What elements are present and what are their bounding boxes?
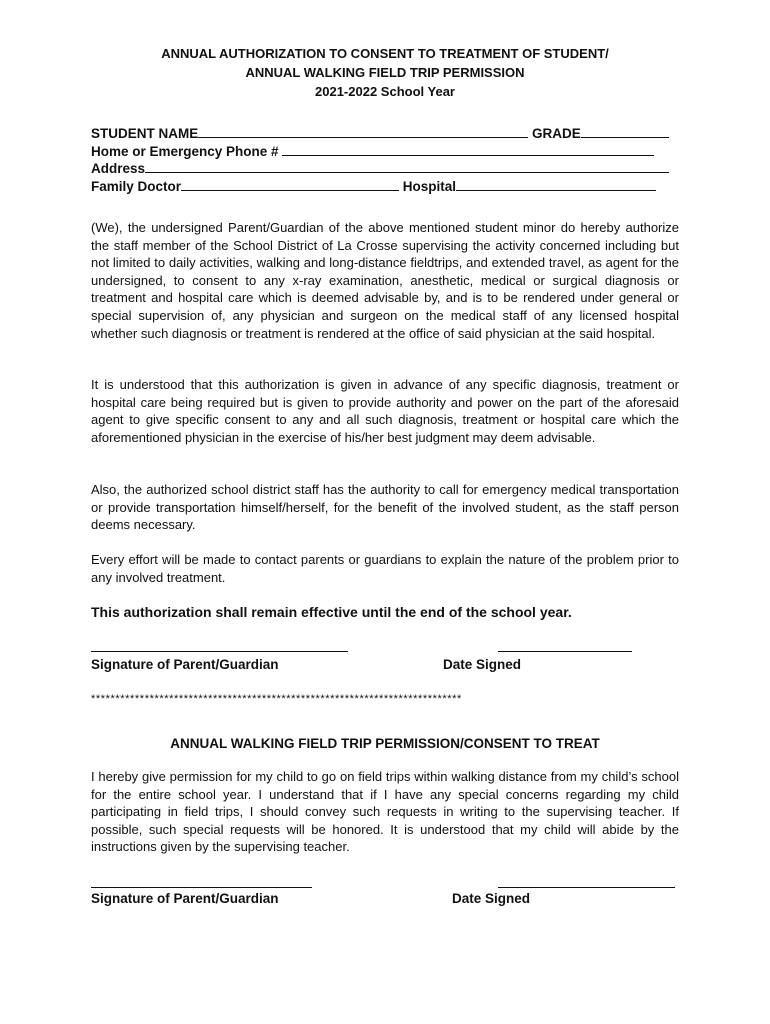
- parent-signature-label-2: Signature of Parent/Guardian: [91, 891, 279, 906]
- field-trip-section-title: ANNUAL WALKING FIELD TRIP PERMISSION/CONSENT TO TREAT: [170, 736, 600, 751]
- address-field[interactable]: [145, 159, 669, 173]
- school-year: 2021-2022 School Year: [315, 84, 455, 99]
- hospital-label: Hospital: [402, 179, 457, 194]
- form-title-line-1: ANNUAL AUTHORIZATION TO CONSENT TO TREATMENT OF STUDENT/: [161, 46, 609, 61]
- contact-parents-paragraph: Every effort will be made to contact parents or guardians to explain the nature of the problem prior to any involved treatment.: [91, 552, 679, 585]
- family-doctor-label: Family Doctor: [91, 179, 182, 194]
- doctor-hospital-row: [91, 177, 681, 196]
- advance-authorization-paragraph: It is understood that this authorization is given in advance of any specific diagnosis, treatment or hospital care being required but is given to provide authority and power on the part of the aforesaid agent to give specific consent to any and all such diagnosis, treatment or hospital care which the aforementioned physician in the exercise of his/her best judgment may deem advisable.: [91, 377, 679, 445]
- grade-field[interactable]: [581, 124, 669, 138]
- phone-field[interactable]: [282, 142, 654, 156]
- address-row: [91, 159, 681, 178]
- hospital-field[interactable]: [456, 177, 656, 191]
- section-separator: ****************************************************************************: [91, 693, 462, 705]
- parent-signature-line-1[interactable]: [91, 651, 348, 652]
- parent-signature-label-1: Signature of Parent/Guardian: [91, 657, 279, 672]
- date-signed-line-2[interactable]: [498, 887, 675, 888]
- student-name-label: STUDENT NAME: [91, 126, 199, 141]
- address-label: Address: [91, 161, 146, 176]
- parent-signature-line-2[interactable]: [91, 887, 312, 888]
- date-signed-label-1: Date Signed: [443, 657, 522, 672]
- date-signed-label-2: Date Signed: [452, 891, 531, 906]
- grade-label: GRADE: [532, 126, 581, 141]
- date-signed-line-1[interactable]: [498, 651, 632, 652]
- emergency-transport-paragraph: Also, the authorized school district staff has the authority to call for emergency medical transportation or provide transportation himself/herself, for the benefit of the involved student, as the staff person deems necessary.: [91, 482, 679, 533]
- field-trip-permission-paragraph: I hereby give permission for my child to go on field trips within walking distance from my child’s school for the entire school year. I understand that if I have any special concerns regarding my child participating in field trips, I should convey such requests in writing to the supervising teacher. If possible, such special requests will be honored. It is understood that my child will abide by the instructions given by the supervising teacher.: [91, 769, 679, 855]
- family-doctor-field[interactable]: [181, 177, 399, 191]
- form-title-line-2: ANNUAL WALKING FIELD TRIP PERMISSION: [245, 65, 525, 80]
- student-name-field[interactable]: [198, 124, 528, 138]
- authorization-paragraph: (We), the undersigned Parent/Guardian of the above mentioned student minor do hereby authorize the staff member of the School District of La Crosse supervising the activity concerned including but not limited to daily activities, walking and long-distance fieldtrips, and extended travel, as agent for the undersigned, to consent to any x-ray examination, anesthetic, medical or surgical diagnosis or treatment and hospital care which is deemed advisable by, and is to be rendered under general or special supervision of, any physician and surgeon on the medical staff of any licensed hospital whether such diagnosis or treatment is rendered at the office of said physician at the said hospital.: [91, 220, 679, 341]
- phone-label: Home or Emergency Phone #: [91, 144, 279, 159]
- effective-statement: This authorization shall remain effective until the end of the school year.: [91, 604, 572, 620]
- student-name-row: [91, 124, 681, 143]
